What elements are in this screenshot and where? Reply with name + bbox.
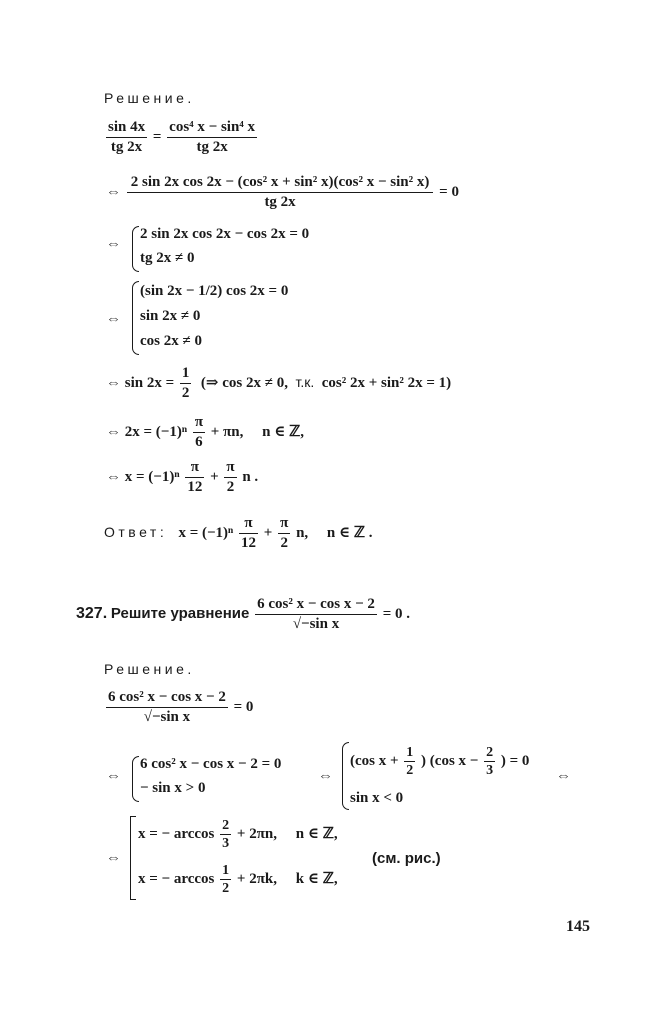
page-number: 145: [566, 918, 590, 935]
equation-step-3-arrow: ⇔: [106, 236, 121, 252]
equation-s2-step-2-arrow: ⇔: [106, 768, 121, 784]
system-brace: [132, 281, 139, 355]
equivalence-arrow: ⇔: [556, 768, 571, 784]
system-brace: [132, 756, 139, 802]
equation-step-2: ⇔ $\frac{\text{2 sin 2x cos 2x − (cos² x + sin² x)(cos² x − sin² x)}}{tg 2x}$ = 0: [106, 174, 459, 210]
system-row: cos 2x ≠ 0: [140, 333, 202, 349]
system-row: 2 sin 2x cos 2x − cos 2x = 0: [140, 226, 310, 242]
union-bracket: [130, 816, 136, 900]
system-row: sin x < 0: [350, 790, 404, 806]
system-brace: [342, 742, 349, 810]
equation-step-6: ⇔ 2x = (−1)ⁿ $\frac{\pi}{6}$ + πn, n ∈ ℤ,: [106, 414, 305, 450]
system-row: (cos x + $\frac{1}{2}$ ) (cos x − $\frac{2}{3}$ ) = 0: [350, 745, 530, 778]
system-brace: [132, 226, 139, 272]
system-row: sin 2x ≠ 0: [140, 308, 201, 324]
solution-label: Решение.: [104, 661, 195, 677]
system-row: − sin x > 0: [140, 780, 206, 796]
equation-step-7: ⇔ x = (−1)ⁿ $\frac{\pi}{12}$ + $\frac{\pi}{2}$ n .: [106, 459, 259, 495]
equivalence-arrow: ⇔: [318, 768, 333, 784]
equation-step-1: $\frac{\sin 4x}{tg 2x}$ = $\frac{\text{cos⁴ x − sin⁴ x}}{tg 2x}$: [108, 119, 256, 155]
system-row: (sin 2x − 1/2) cos 2x = 0: [140, 283, 289, 299]
equation-s2-step-1: $\frac{\text{6 cos² x − cos x − 2}}{\text{√−sin x}}$ = 0: [108, 689, 254, 725]
union-row: x = − arccos $\frac{1}{2}$ + 2πk, k ∈ ℤ,: [138, 863, 338, 896]
problem-327: 327. Решите уравнение $\frac{\text{6 cos² x − cos x − 2}}{\text{√−sin x}}$ = 0 .: [76, 596, 410, 632]
union-row: x = − arccos $\frac{2}{3}$ + 2πn, n ∈ ℤ,: [138, 818, 338, 851]
see-figure-note: (см. рис.): [372, 850, 441, 867]
system-row: tg 2x ≠ 0: [140, 250, 195, 266]
equation-step-4-arrow: ⇔: [106, 311, 121, 327]
answer-line: Ответ: x = (−1)ⁿ $\frac{\pi}{12}$ + $\frac{\pi}{2}$ n, n ∈ ℤ .: [104, 515, 373, 551]
equation-step-5: ⇔ sin 2x = $\frac{1}{2}$ (⇒ cos 2x ≠ 0, т.к. cos² 2x + sin² 2x = 1): [106, 365, 452, 401]
equation-s2-step-3-arrow: ⇔: [106, 850, 121, 866]
system-row: 6 cos² x − cos x − 2 = 0: [140, 756, 282, 772]
solution-label: Решение.: [104, 90, 195, 106]
